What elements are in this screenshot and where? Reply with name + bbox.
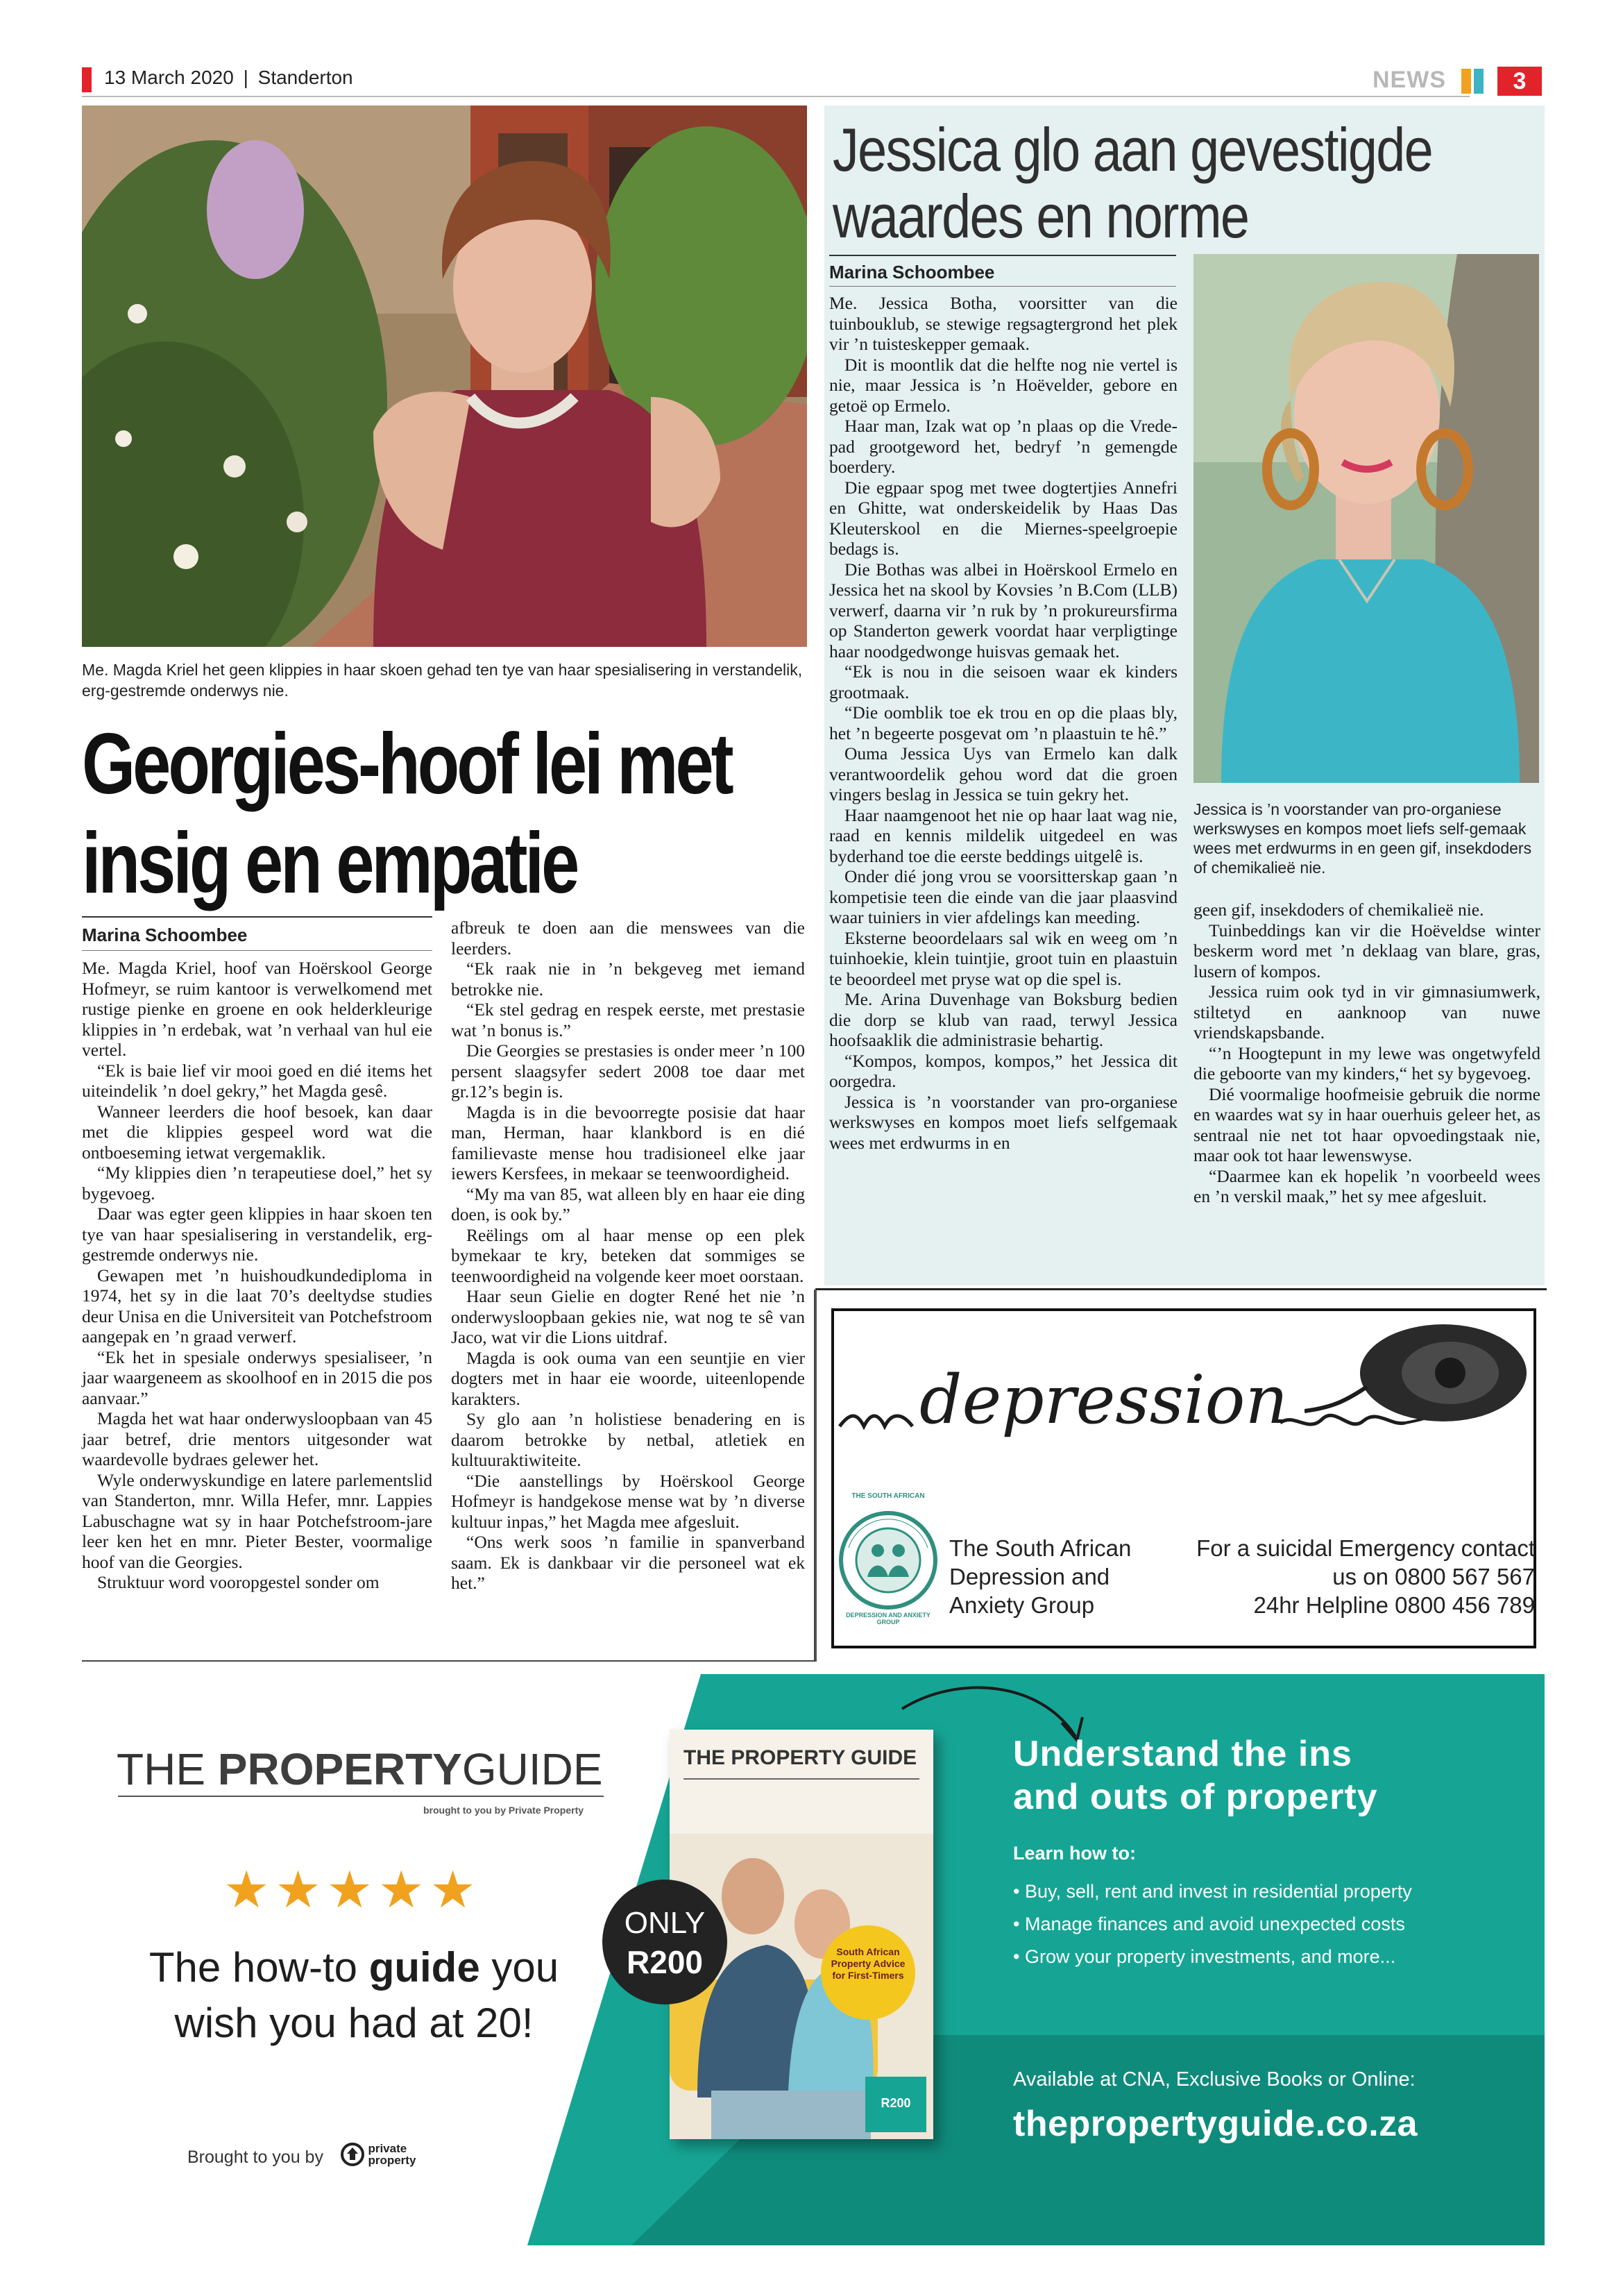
- learn-how-label: Learn how to:: [1013, 1843, 1136, 1864]
- headline-line: Jessica glo aan gevestigde: [833, 115, 1433, 184]
- paragraph: Haar man, Izak wat op ’n plaas op die Vrede-pad grootgeword het, bedryf ’n gemengde boerdery.: [829, 416, 1178, 477]
- availability-text: Available at CNA, Exclusive Books or Online:: [1013, 2068, 1416, 2091]
- book-rule: [683, 1778, 919, 1780]
- paragraph: Wanneer leerders die hoof besoek, kan daar met die klippies gespeel word wat die ontboeseming ietwat vergemaklik.: [82, 1101, 432, 1163]
- logo-word: PROPERTY: [217, 1744, 462, 1794]
- header-date: 13 March 2020: [104, 67, 234, 88]
- headline-line: Georgies-hoof lei met: [82, 716, 731, 812]
- paragraph: Onder dié jong vrou se voorsitterskap gaan ’n kompetisie teen die einde van die jaar plaasvind waar tuiniers in vier afdelings kan meeding.: [829, 866, 1178, 927]
- paragraph: Dié voormalige hoofmeisie gebruik die norme en waardes wat sy in haar ouerhuis geleer het, as sentraal nie net tot haar opvoedingstaak nie, maar ook tot haar lewenswyse.: [1193, 1083, 1540, 1165]
- paragraph: “’n Hoogtepunt in my lewe was ongetwyfeld die geboorte van my kinders,“ het sy bygevoeg.: [1193, 1043, 1540, 1083]
- paragraph: Me. Magda Kriel, hoof van Hoërskool George Hofmeyr, se ruim kantoor is verwelkomend met rustige pienke en groene en ook helderkleurige klippies in ’n erdebak, wat ’n verhaal van hul eie vertel.: [82, 958, 432, 1060]
- paragraph: “Ek is baie lief vir mooi goed en dié items het uiteindelik ’n doel gekry,” het Magda gesê.: [82, 1060, 432, 1101]
- telephone-receiver-icon: [1305, 1317, 1533, 1428]
- paragraph: Dit is moontlik dat die helfte nog nie vertel is nie, maar Jessica is ’n Hoëvelder, gebore en getoë op Ermelo.: [829, 354, 1178, 416]
- paragraph: Me. Jessica Botha, voorsitter van die tuinbouklub, se stewige regsagtergrond het plek vir ’n tuisteskepper gemaak.: [829, 293, 1178, 354]
- paragraph: Tuinbeddings kan vir die Hoëveldse winter beskerm word met ’n deklaag van blare, gras, lusern of kompos.: [1193, 920, 1540, 981]
- pp-logo-line: property: [368, 2154, 416, 2167]
- article-column-2: [451, 918, 805, 1594]
- price-badge: [602, 1880, 727, 2004]
- helpline-line: 24hr Helpline 0800 456 789: [1253, 1592, 1535, 1618]
- benefit-item: • Buy, sell, rent and invest in residential property: [1013, 1881, 1412, 1902]
- header-chip-orange: [1461, 69, 1471, 94]
- paragraph: geen gif, insekdoders of chemikalieë nie.: [1193, 900, 1484, 920]
- paragraph: “Die aanstellings by Hoërskool George Hofmeyr is handgekose mense wat by ’n diverse kultuur inpas,” het Magda mee afgesluit.: [451, 1470, 805, 1532]
- paragraph: Magda is in die bevoorregte posisie dat haar man, Herman, haar klankbord is en dié familievaste mense hou tradisioneel elke jaar iewers Kersfees, in mekaar se teenwoordigheid.: [451, 1101, 805, 1183]
- logo-word: THE: [117, 1744, 205, 1794]
- article-column-4: [1193, 900, 1540, 1207]
- sadag-name: [949, 1534, 1131, 1619]
- rating-stars: ★★★★★: [223, 1861, 482, 1918]
- tagline-part: The how-to: [148, 1944, 369, 1991]
- paragraph: “My ma van 85, wat alleen bly en haar eie ding doen, is ook by.”: [451, 1183, 805, 1224]
- sadag-logo-text-bottom: DEPRESSION AND ANXIETY GROUP: [846, 1612, 931, 1626]
- sadag-name-line: Depression and: [949, 1564, 1110, 1589]
- ad-heading-line: Understand the ins: [1013, 1734, 1352, 1774]
- ad-heading: [1013, 1732, 1527, 1818]
- paragraph: Ouma Jessica Uys van Ermelo kan dalk verantwoordelik gehou word dat die groen vingers beslag in Jessica se tuin gekry het.: [829, 743, 1178, 804]
- price-badge-value: R200: [627, 1944, 703, 1980]
- photo-caption-left: Me. Magda Kriel het geen klippies in haar skoen gehad ten tye van haar spesialisering in verstandelik, erg-gestremde onderwys nie.: [82, 661, 803, 700]
- book-title: THE PROPERTY GUIDE: [683, 1746, 917, 1769]
- tagline-emphasis: guide: [368, 1944, 480, 1991]
- paragraph: Daar was egter geen klippies in haar skoen ten tye van haar spesialisering in verstandelik, erg-gestremde onderwys nie.: [82, 1204, 432, 1265]
- header-location: Standerton: [257, 67, 353, 88]
- logo-subline: brought to you by Private Property: [423, 1805, 584, 1816]
- article-column-3: [829, 293, 1178, 1153]
- article-border-bottom: [82, 1660, 815, 1662]
- paragraph: “Die oomblik toe ek trou en op die plaas bly, het ’n begeerte posgevat om ’n plaastuin te hê.”: [829, 702, 1178, 743]
- photo-caption-right: Jessica is ’n voorstander van pro-organiese werkswyses en kompos moet liefs self-gemaak wees met erdwurms in en geen gif, insekdoders of chemikalieë nie.: [1193, 800, 1532, 877]
- helpline-line: us on 0800 567 567: [1332, 1564, 1535, 1589]
- sadag-name-line: Anxiety Group: [949, 1592, 1095, 1618]
- paragraph: “Ek raak nie in ’n bekgeveg met iemand betrokke nie.: [451, 959, 805, 999]
- paragraph: Die Bothas was albei in Hoërskool Ermelo en Jessica het na skool by Kovsies ’n B.Com (LLB) verwerf, daarna vir ’n ruk by ’n prokureursfirma op Standerton gewerk voordat haar verpligtinge haar noodgedwonge huisvas gemaak het.: [829, 559, 1178, 661]
- ad-heading-line: and outs of property: [1013, 1777, 1378, 1817]
- paragraph: “Ons werk soos ’n familie in spanverband saam. Ek is dankbaar vir die personeel wat ek het.”: [451, 1532, 805, 1593]
- paragraph: Eksterne beoordelaars sal wik en weeg om ’n tuinhoekie, klein tuintjie, groot tuin en plaastuin te beoordeel met pryse wat op die spel is.: [829, 927, 1178, 989]
- paragraph: Haar naamgenoot het nie op haar laat wag nie, raad en kennis mildelik uitgedeel en was byderhand toe die eerste beddings uitgelê is.: [829, 804, 1178, 866]
- section-label: NEWS: [1373, 67, 1446, 93]
- paragraph: “Ek is nou in die seisoen waar ek kinders grootmaak.: [829, 661, 1178, 702]
- photo-magda-kriel: [82, 105, 807, 647]
- byline-rule: [82, 916, 432, 918]
- paragraph: Sy glo aan ’n holistiese benadering en is daarom betrokke by netbal, atletiek en kultuuraktiwiteite.: [451, 1409, 805, 1470]
- helpline-contact: [1152, 1534, 1535, 1619]
- article-column-1: [82, 958, 432, 1593]
- brought-by-label: Brought to you by: [187, 2147, 323, 2167]
- paragraph: Die egpaar spog met twee dogtertjies Annefri en Ghitte, wat onderskeidelik by Haas Das Kleuterskool en die Miernes-speelgroepie bedags is.: [829, 477, 1178, 559]
- price-badge-label: ONLY: [624, 1906, 706, 1940]
- header-separator: |: [243, 67, 248, 88]
- benefit-item: • Grow your property investments, and more...: [1013, 1946, 1396, 1967]
- headline-georgies: [82, 715, 731, 913]
- headline-line: insig en empatie: [82, 816, 577, 911]
- paragraph: Jessica ruim ook tyd in vir gimnasiumwerk, stiltetyd en aanknoop van nuwe vriendskapsbande.: [1193, 981, 1540, 1043]
- benefit-item: • Manage finances and avoid unexpected costs: [1013, 1914, 1405, 1934]
- benefit-list: [1013, 1875, 1412, 1973]
- ad-tagline-line2: wish you had at 20!: [174, 2000, 534, 2046]
- logo-rule: [118, 1796, 604, 1797]
- paragraph: afbreuk te doen aan die menswees van die leerders.: [451, 918, 805, 959]
- paragraph: Reëlings om al haar mense op een plek bymekaar te kry, beteken dat sommiges se teenwoordigheid na volgende keer moet oorstaan.: [451, 1224, 805, 1286]
- paragraph: Magda het wat haar onderwysloopbaan van 45 jaar betref, drie mentors uitgesonder wat waardevolle bydraes gelewer het.: [82, 1408, 432, 1469]
- headline-jessica: [833, 117, 1436, 250]
- photo-jessica-botha: [1193, 254, 1539, 783]
- book-badge: South African Property Advice for First-Timers: [821, 1925, 915, 2020]
- paragraph: Jessica is ’n voorstander van pro-organiese werkswyses en kompos moet liefs selfgemaak wees met erdwurms in en: [829, 1091, 1178, 1153]
- paragraph: Die Georgies se prestasies is onder meer ’n 100 persent slaagsyfer sedert 2008 toe daar met gr.12’s begin is.: [451, 1040, 805, 1101]
- paragraph: “Ek het in spesiale onderwys spesialiseer, ’n jaar waargeneem as skoolhoof en in 2015 die pos aanvaar.”: [82, 1347, 432, 1408]
- private-property-icon: [340, 2142, 365, 2167]
- paragraph: Struktuur word vooropgestel sonder om: [97, 1572, 380, 1592]
- headline-line: waardes en norme: [833, 182, 1249, 251]
- book-price-tab: R200: [865, 2077, 926, 2132]
- sadag-logo-icon: [836, 1499, 940, 1617]
- byline-rule: [829, 255, 1176, 256]
- helpline-line: For a suicidal Emergency contact: [1196, 1535, 1535, 1561]
- ad-tagline: [97, 1943, 611, 1991]
- paragraph: “My klippies dien ’n terapeutiese doel,” het sy bygevoeg.: [82, 1163, 432, 1204]
- byline-right: Marina Schoombee: [829, 262, 995, 282]
- header-chip-blue: [1474, 69, 1484, 94]
- private-property-logo: [340, 2142, 416, 2167]
- tagline-part: you: [479, 1944, 559, 1991]
- page-number: 3: [1497, 67, 1542, 96]
- pp-logo-line: private: [368, 2142, 407, 2155]
- paragraph: “Ek stel gedrag en respek eerste, met prestasie wat ’n bonus is.”: [451, 999, 805, 1040]
- paragraph: “Kompos, kompos, kompos,” het Jessica dit oorgedra.: [829, 1050, 1178, 1091]
- sadag-logo-text-top: THE SOUTH AFRICAN: [851, 1492, 925, 1500]
- paragraph: Gewapen met ’n huishoudkundediploma in 1974, het sy in die laat 70’s deeltydse studies deur Unisa en die Universiteit van Potchefstroom aangepak en ’n graad verwerf.: [82, 1265, 432, 1347]
- sadag-name-line: The South African: [949, 1535, 1132, 1561]
- byline-left: Marina Schoombee: [82, 925, 248, 945]
- paragraph: Haar seun Gielie en dogter René het nie ’n onderwysloopbaan gekies nie, wat nog te sê van Jaco, wat vir die Lions uitdraf.: [451, 1286, 805, 1347]
- property-guide-logo: [117, 1744, 603, 1795]
- header-dateline: [104, 67, 353, 89]
- paragraph: Me. Arina Duvenhage van Boksburg bedien die dorp se klub van raad, terwyl Jessica hoofsaaklik die administrasie behartig.: [829, 989, 1178, 1050]
- paragraph: Wyle onderwyskundige en latere parlementslid van Standerton, mnr. Willa Hefer, mnr. Lappies Labuschagne wat sy in haar Potchefstroom-jare leer ken het en mnr. Pieter Bester, voormalige hoof van die Georgies.: [82, 1469, 432, 1572]
- logo-word: GUIDE: [461, 1744, 603, 1794]
- byline-rule: [82, 950, 432, 951]
- paragraph: “Daarmee kan ek hopelik ’n voorbeeld wees en ’n verskil maak,” het sy mee afgesluit.: [1193, 1165, 1540, 1206]
- byline-rule: [829, 286, 1176, 287]
- header-red-bar: [82, 67, 92, 92]
- header-rule: [82, 96, 1470, 97]
- paragraph: Magda is ook ouma van een seuntjie en vier dogters met in haar eie woorde, uiteenlopende karakters.: [451, 1347, 805, 1409]
- property-guide-url[interactable]: thepropertyguide.co.za: [1013, 2104, 1418, 2144]
- depression-script-word: depression: [919, 1361, 1289, 1439]
